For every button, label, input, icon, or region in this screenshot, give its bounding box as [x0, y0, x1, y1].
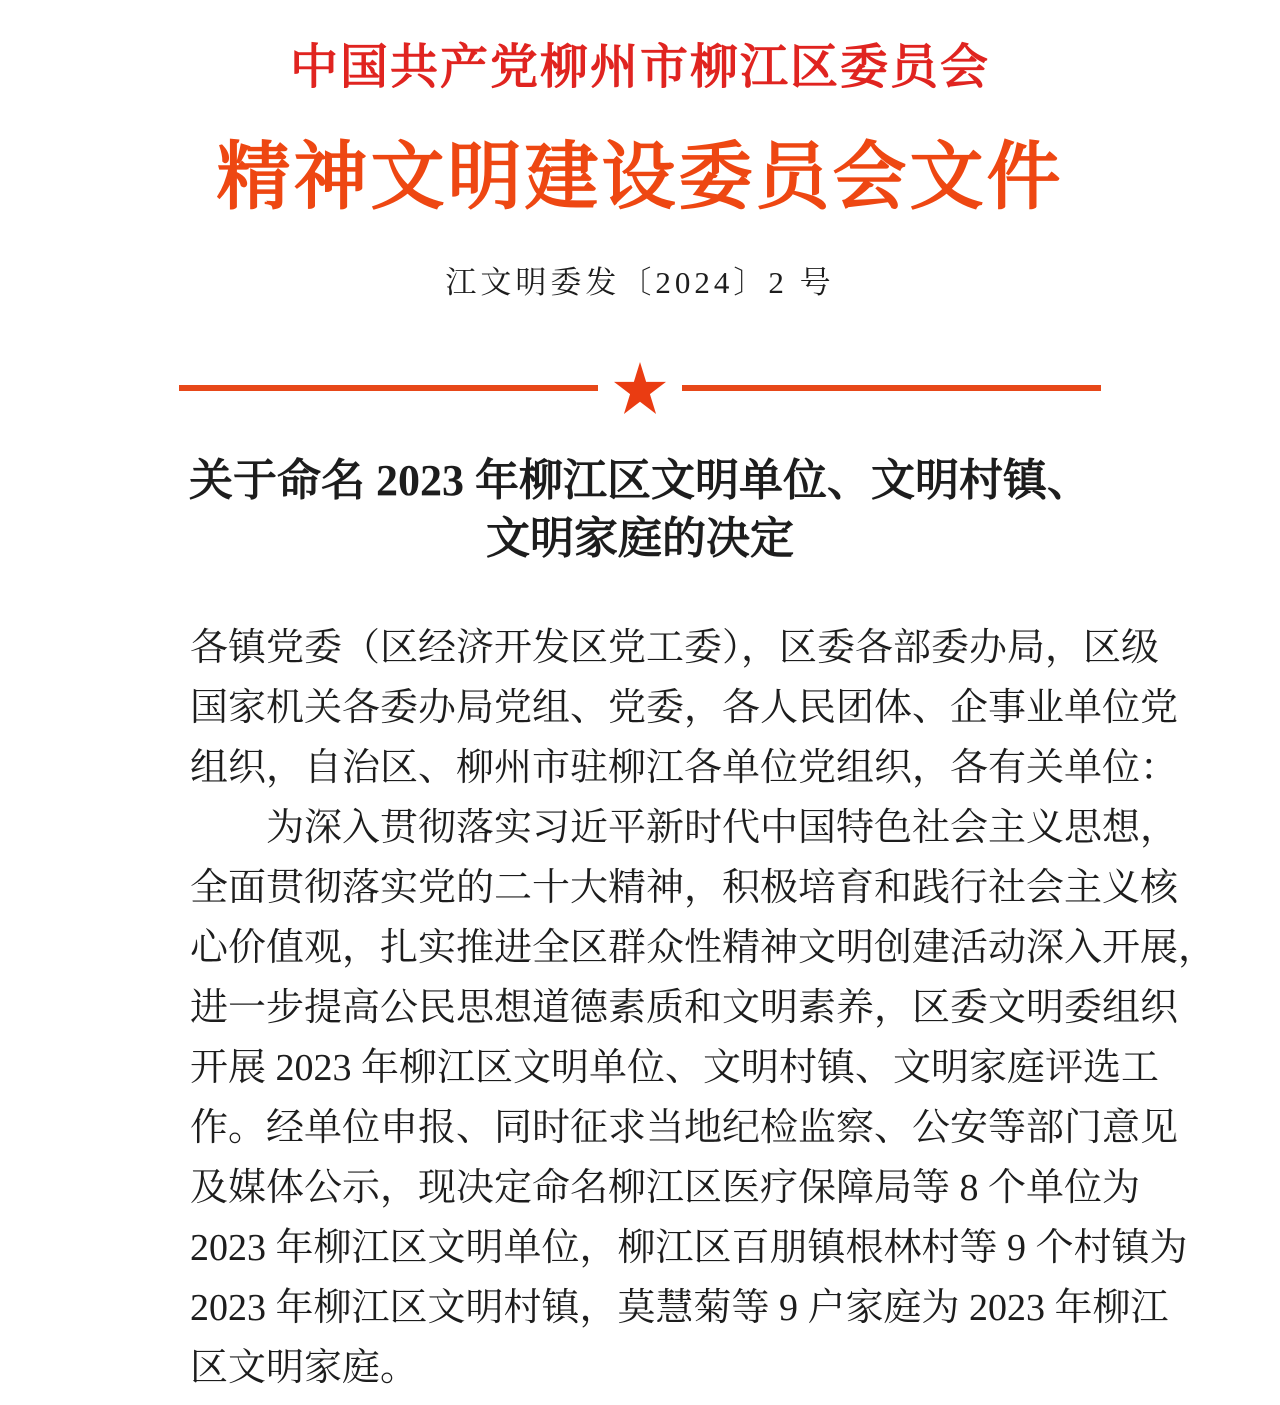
body-line: 作。经单位申报、同时征求当地纪检监察、公安等部门意见 [190, 1107, 1179, 1149]
document-title [0, 452, 1280, 568]
issuing-org-title: 中国共产党柳州市柳江区委员会 [289, 41, 990, 94]
body-line: 组织，自治区、柳州市驻柳江各单位党组织，各有关单位： [190, 747, 1179, 789]
document-title-line1: 关于命名 2023 年柳江区文明单位、文明村镇、 [189, 456, 1091, 505]
divider-line-left [179, 385, 598, 391]
body-line: 2023 年柳江区文明单位，柳江区百朋镇根林村等 9 个村镇为 [190, 1227, 1188, 1269]
document-type-title: 精神文明建设委员会文件 [216, 137, 1064, 219]
body-line: 区文明家庭。 [190, 1347, 419, 1389]
body-line: 国家机关各委办局党组、党委，各人民团体、企事业单位党 [190, 687, 1179, 729]
body-line: 各镇党委（区经济开发区党工委），区委各部委办局，区级 [190, 627, 1160, 669]
document-body [190, 618, 1217, 1398]
divider-line-right [682, 385, 1101, 391]
body-line: 进一步提高公民思想道德素质和文明素养，区委文明委组织 [190, 987, 1179, 1029]
body-line: 2023 年柳江区文明村镇，莫慧菊等 9 户家庭为 2023 年柳江 [190, 1287, 1169, 1329]
document-title-line2: 文明家庭的决定 [486, 514, 794, 563]
body-line: 心价值观，扎实推进全区群众性精神文明创建活动深入开展， [190, 927, 1217, 969]
document-number: 江文明委发〔2024〕2 号 [445, 265, 835, 300]
body-line: 全面贯彻落实党的二十大精神，积极培育和践行社会主义核 [190, 867, 1179, 909]
red-star-icon [614, 361, 666, 415]
header-divider [179, 360, 1101, 416]
body-line: 为深入贯彻落实习近平新时代中国特色社会主义思想， [266, 807, 1179, 849]
body-line: 开展 2023 年柳江区文明单位、文明村镇、文明家庭评选工 [190, 1047, 1160, 1089]
body-line: 及媒体公示，现决定命名柳江区医疗保障局等 8 个单位为 [190, 1167, 1141, 1209]
